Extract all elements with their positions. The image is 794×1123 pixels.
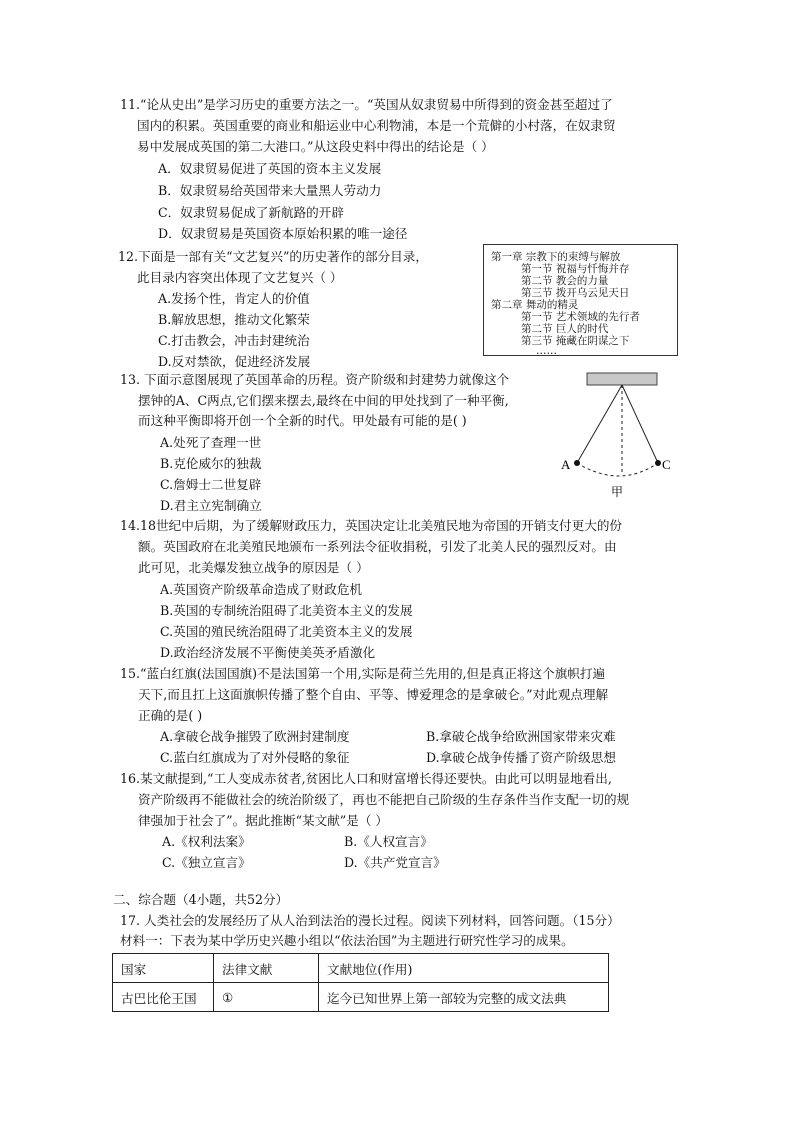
toc-section: 第二节 教会的力量 [521,275,609,287]
q15-stem-line-2: 天下,而且扛上这面旗帜传播了整个自由、平等、博爱理念的是拿破仑。”对此观点理解 [138,687,609,702]
q12-option-a: A.发扬个性，肯定人的价值 [158,291,310,306]
q15-option-a: A.拿破仑战争摧毁了欧洲封建制度 [160,729,350,744]
q13-stem-line-3: 而这种平衡即将开创一个全新的时代。甲处最有可能的是( ) [138,413,467,428]
label-a: A [561,457,571,472]
toc-chapter-2: 第二章 舞动的精灵 [491,299,579,311]
table-header-cell: 文献地位(作用) [319,954,609,983]
law-documents-table [112,953,609,1012]
q16-option-a: A.《权利法案》 [162,834,251,849]
q16-option-d: D.《共产党宣言》 [344,855,446,870]
q14-option-a: A.英国资产阶级革命造成了财政危机 [160,582,363,597]
q12-stem-line-1: 12.下面是一部有关“文艺复兴”的历史著作的部分目录， [118,249,428,264]
q11-stem-line-3: 易中发展成英国的第二大港口。”从这段史料中得出的结论是（ ） [137,139,494,154]
q12-stem-line-2: 此目录内容突出体现了文艺复兴（ ） [137,270,343,285]
q17-material-1: 材料一：下表为某中学历史兴趣小组以“依法治国”为主题进行研究性学习的成果。 [120,933,574,948]
table-header-cell: 法律文献 [214,954,319,983]
pendulum-bob-a [574,460,580,466]
q13-option-c: C.詹姆士二世复辟 [160,477,262,492]
toc-ellipsis: …… [536,345,557,357]
q11-option-a: A．奴隶贸易促进了英国的资本主义发展 [158,161,382,176]
q11-stem-line-2: 国内的积累。英国重要的商业和船运业中心利物浦，本是一个荒僻的小村落，在奴隶贸 [137,118,616,133]
q14-stem-line-1: 14.18世纪中后期，为了缓解财政压力，英国决定让北美殖民地为帝国的开销支付更大的份 [120,518,623,533]
q14-stem-line-3: 此可见，北美爆发独立战争的原因是（ ） [138,560,369,575]
table-of-contents-box [483,244,678,356]
table-header-row [113,954,609,983]
q15-option-d: D.拿破仑战争传播了资产阶级思想 [426,750,616,765]
q16-stem-line-2: 资产阶级再不能做社会的统治阶级了，再也不能把自己阶级的生存条件当作支配一切的规 [138,792,630,807]
pendulum-arc [577,463,658,476]
label-jia: 甲 [611,485,624,499]
q11-option-c: C．奴隶贸易促成了新航路的开辟 [158,205,344,220]
q12-option-c: C.打击教会，冲击封建统治 [158,333,310,348]
q16-option-c: C.《独立宣言》 [162,855,251,870]
label-c: C [662,457,671,472]
pendulum-string-a [577,385,622,463]
q13-stem-line-2: 摆钟的A、C两点,它们摆来摆去,最终在中间的甲处找到了一种平衡, [138,393,509,408]
q14-stem-line-2: 额。英国政府在北美殖民地颁布一系列法令征收捐税，引发了北美人民的强烈反对。由 [138,539,617,554]
toc-chapter-1: 第一章 宗教下的束缚与解放 [491,251,621,263]
table-cell: 古巴比伦王国 [113,983,214,1012]
q15-option-c: C.蓝白红旗成为了对外侵略的象征 [160,750,350,765]
q16-stem-line-3: 律强加于社会了”。据此推断“某文献”是（ ） [138,813,389,828]
q13-stem-line-1: 13. 下面示意图展现了英国革命的历程。资产阶级和封建势力就像这个 [120,372,510,387]
pendulum-string-c [622,385,658,463]
q15-option-b: B.拿破仑战争给欧洲国家带来灾难 [426,729,616,744]
q14-option-b: B.英国的专制统治阻碍了北美资本主义的发展 [160,603,413,618]
q11-stem-line-1: 11.“论从史出”是学习历史的重要方法之一。“英国从奴隶贸易中所得到的资金甚至超过了 [120,97,613,112]
q11-option-d: D．奴隶贸易是英国资本原始积累的唯一途径 [158,226,408,241]
toc-section: 第一节 祝福与忏悔并存 [521,263,630,275]
q13-option-b: B.克伦威尔的独裁 [160,456,262,471]
table-cell: 迄今已知世界上第一部较为完整的成文法典 [319,983,609,1012]
toc-section: 第三节 拨开乌云见天日 [521,287,630,299]
table-header-cell: 国家 [113,954,214,983]
pendulum-diagram [555,365,685,510]
q12-option-b: B.解放思想，推动文化繁荣 [158,312,310,327]
toc-section: 第二节 巨人的时代 [521,323,609,335]
pendulum-bob-c [655,460,661,466]
q17-stem-line-1: 17. 人类社会的发展经历了从人治到法治的漫长过程。阅读下列材料，回答问题。（15分） [120,913,620,928]
q14-option-d: D.政治经济发展不平衡使美英矛盾激化 [160,645,376,660]
table-cell: ① [214,983,319,1012]
pendulum-support-bar [587,373,657,385]
section-2-title: 二、综合题（4小题，共52分） [113,892,289,907]
q16-stem-line-1: 16.某文献提到,“工人变成赤贫者,贫困比人口和财富增长得还要快。由此可以明显地看出, [120,771,612,786]
q16-option-b: B.《人权宣言》 [344,834,433,849]
q14-option-c: C.英国的殖民统治阻碍了北美资本主义的发展 [160,624,413,639]
q13-option-a: A.处死了查理一世 [160,435,262,450]
q11-option-b: B．奴隶贸易给英国带来大量黑人劳动力 [158,183,382,198]
q15-stem-line-1: 15.“蓝白红旗(法国国旗)不是法国第一个用,实际是荷兰先用的,但是真正将这个旗帜打遍 [120,666,606,681]
q15-stem-line-3: 正确的是( ) [138,708,203,723]
table-row [113,983,609,1012]
toc-section: 第一节 艺术领域的先行者 [521,311,640,323]
q12-option-d: D.反对禁欲，促进经济发展 [158,354,311,369]
q13-option-d: D.君主立宪制确立 [160,498,262,513]
toc-section: 第三节 掩藏在阴谋之下 [521,335,630,347]
